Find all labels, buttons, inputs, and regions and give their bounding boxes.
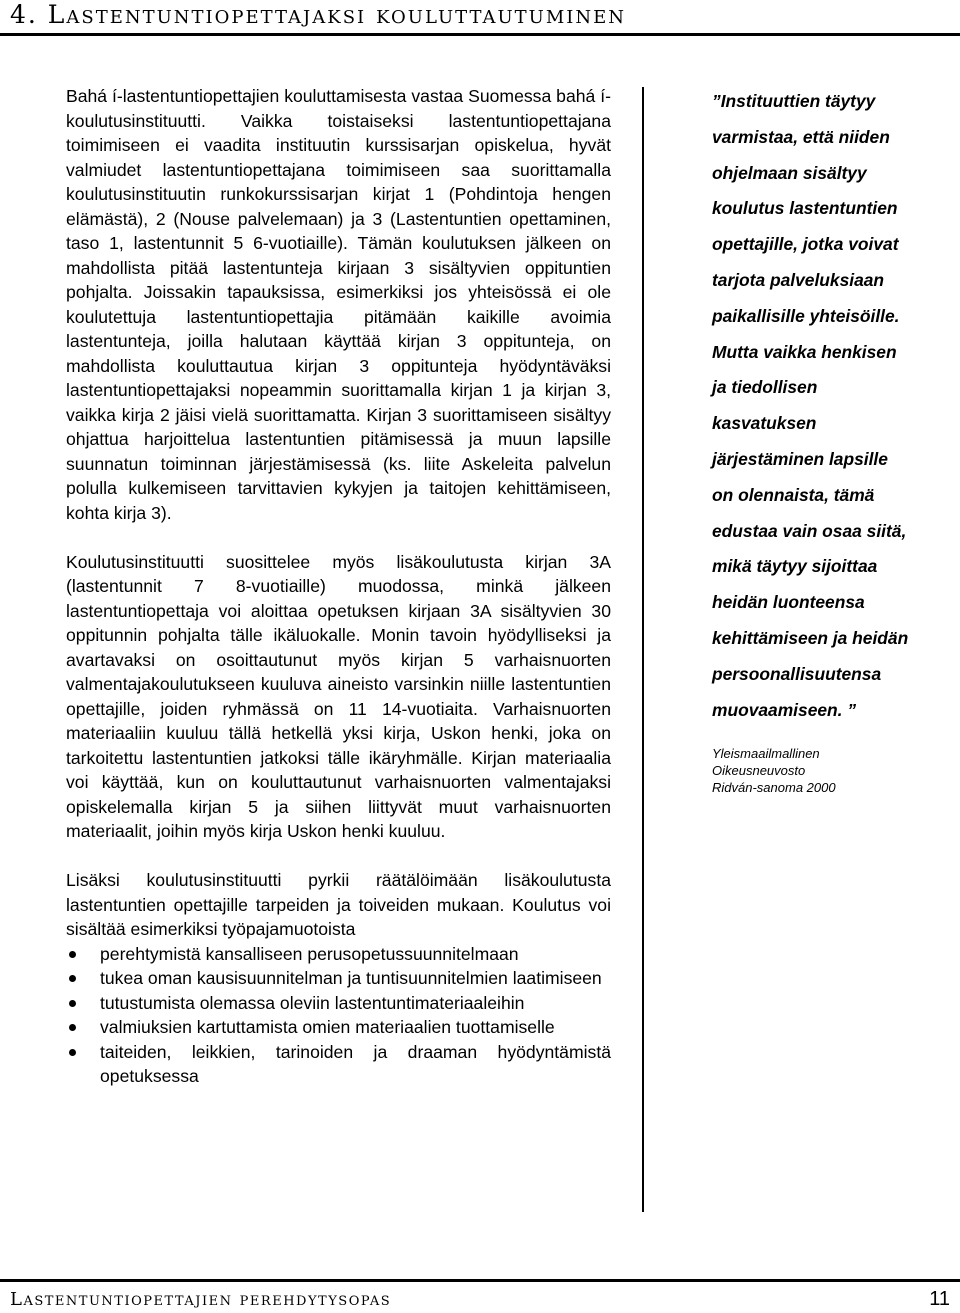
bullet-icon (69, 1000, 76, 1007)
quote-line: ohjelmaan sisältyy (712, 162, 867, 183)
bullet-icon (69, 951, 76, 958)
bullet-text: tutustumista olemassa oleviin lastentuntimateriaaleihin (100, 992, 525, 1013)
bullet-icon (69, 1049, 76, 1056)
bullet-item (66, 991, 611, 1016)
quote-line: persoonallisuutensa (712, 663, 882, 684)
source-line: Ridván-sanoma 2000 (712, 780, 836, 795)
footer-title: Lastentuntiopettajien perehdytysopas (10, 1289, 392, 1310)
body-paragraph-1: Bahá í-lastentuntiopettajien kouluttamisesta vastaa Suomessa bahá í-koulutusinstituutti. Vaikka toistaiseksi lastentuntiopettajana toimimiseen ei vaadita instituutin kurssisarjan opiskelua, hyvät valmiudet lastentuntiopettajana toimimiseen saa suorittamalla koulutusinstituutin runkokurssisarjan kirjat 1 (Pohdintoja hengen elämästä), 2 (Nouse palvelemaan) ja 3 (Lastentuntien opettaminen, taso 1, lastentunnit 5 6-vuotiaille). Tämän koulutuksen jälkeen on mahdollista pitää lastentunteja kirjaan 3 sisältyvien oppituntien pohjalta. Joissakin tapauksissa, esimerkiksi jos yhteisössä ei ole koulutettuja lastentuntiopettajia pitämään kaikille avoimia lastentunteja, joilla halutaan käyttää kirjan 3 oppitunteja, on mahdollista kouluttautua kirjan 3 oppitunteja hyödyntäväksi lastentuntiopettajaksi nopeammin suorittamalla kirjan 1 ja kirjan 3, vaikka kirja 2 jäisi vielä suorittamatta. Kirjan 3 suorittamiseen sisältyy ohjattua harjoittelua lastentuntien pitämisessä ja muun lapsille suunnatun toiminnan järjestämisessä (ks. liite Askeleita palvelun polulla kulkemiseen tarvittavien kykyjen ja taitojen kehittämiseen, kohta kirja 3). (66, 86, 611, 523)
bullet-item (66, 942, 611, 967)
quote-source (712, 745, 952, 796)
quote-line: on olennaista, tämä (712, 484, 875, 505)
footer-rule (0, 1279, 960, 1282)
bullet-list (66, 942, 611, 1089)
chapter-title: 4. Lastentuntiopettajaksi kouluttautuminen (10, 0, 627, 29)
quote-line: kehittämiseen ja heidän (712, 627, 909, 648)
bullet-text: taiteiden, leikkien, tarinoiden ja draaman hyödyntämistä opetuksessa (100, 1041, 611, 1086)
main-column (66, 84, 611, 1089)
bullet-text: perehtymistä kansalliseen perusopetussuunnitelmaan (100, 943, 519, 964)
bullet-text: tukea oman kausisuunnitelman ja tuntisuunnitelmien laatimiseen (100, 968, 602, 988)
quote-line: edustaa vain osaa siitä, (712, 520, 907, 541)
sidebar-quote (712, 84, 952, 728)
quote-line: Mutta vaikka henkisen (712, 341, 897, 362)
quote-line: paikallisille yhteisöille. (712, 305, 900, 326)
source-line: Yleismaailmallinen (712, 746, 820, 761)
quote-line: varmistaa, että niiden (712, 126, 890, 147)
quote-line: mikä täytyy sijoittaa (712, 556, 878, 577)
quote-line: koulutus lastentuntien (712, 198, 898, 219)
quote-line: järjestäminen lapsille (712, 448, 888, 469)
quote-line: opettajille, jotka voivat (712, 234, 899, 255)
header-rule (0, 33, 960, 36)
bullet-text: valmiuksien kartuttamista omien materiaalien tuottamiselle (100, 1017, 555, 1037)
bullet-icon (69, 1024, 76, 1031)
column-divider (642, 87, 644, 1212)
quote-line: tarjota palveluksiaan (712, 269, 885, 290)
bullet-item (66, 1015, 611, 1040)
body-paragraph-2: Koulutusinstituutti suosittelee myös lisäkoulutusta kirjan 3A (lastentunnit 7 8-vuotiaille) muodossa, minkä jälkeen lastentuntiopettaja voi aloittaa opetuksen kirjaan 3A sisältyvien 30 oppitunnin pohjalta tälle ikäluokalle. Monin tavoin hyödylliseksi ja avartavaksi on osoittautunut myös kirjan 5 varhaisnuorten valmentajakoulutukseen kuuluva aineisto varsinkin niille lastentuntien opettajille, joiden ryhmässä on 11 14-vuotiaita. Varhaisnuorten materiaaliin kuuluu tällä hetkellä yksi kirja, Uskon henki, joka on tarkoitettu lastentuntien jatkoksi tälle ikäryhmälle. Kirjan materiaalia voi käyttää, kun on kouluttautunut varhaisnuorten valmentajaksi opiskelemalla kirjan 5 ja siihen liittyvät muut varhaisnuorten materiaalit, joihin myös kirja Uskon henki kuuluu. (66, 551, 611, 841)
source-line: Oikeusneuvosto (712, 763, 806, 778)
bullet-item (66, 966, 611, 991)
body-paragraph-3: Lisäksi koulutusinstituutti pyrkii räätälöimään lisäkoulutusta lastentuntien opettajille tarpeiden ja toiveiden mukaan. Koulutus voi sisältää esimerkiksi työpajamuotoista (66, 870, 611, 939)
page-number: 11 (929, 1288, 950, 1310)
bullet-item (66, 1040, 611, 1089)
bullet-icon (69, 975, 76, 982)
quote-line: kasvatuksen (712, 413, 817, 434)
quote-line: muovaamiseen. ” (712, 699, 857, 720)
quote-line: ja tiedollisen (712, 377, 818, 398)
quote-line: heidän luonteensa (712, 592, 865, 613)
quote-line: ”Instituuttien täytyy (712, 91, 876, 111)
